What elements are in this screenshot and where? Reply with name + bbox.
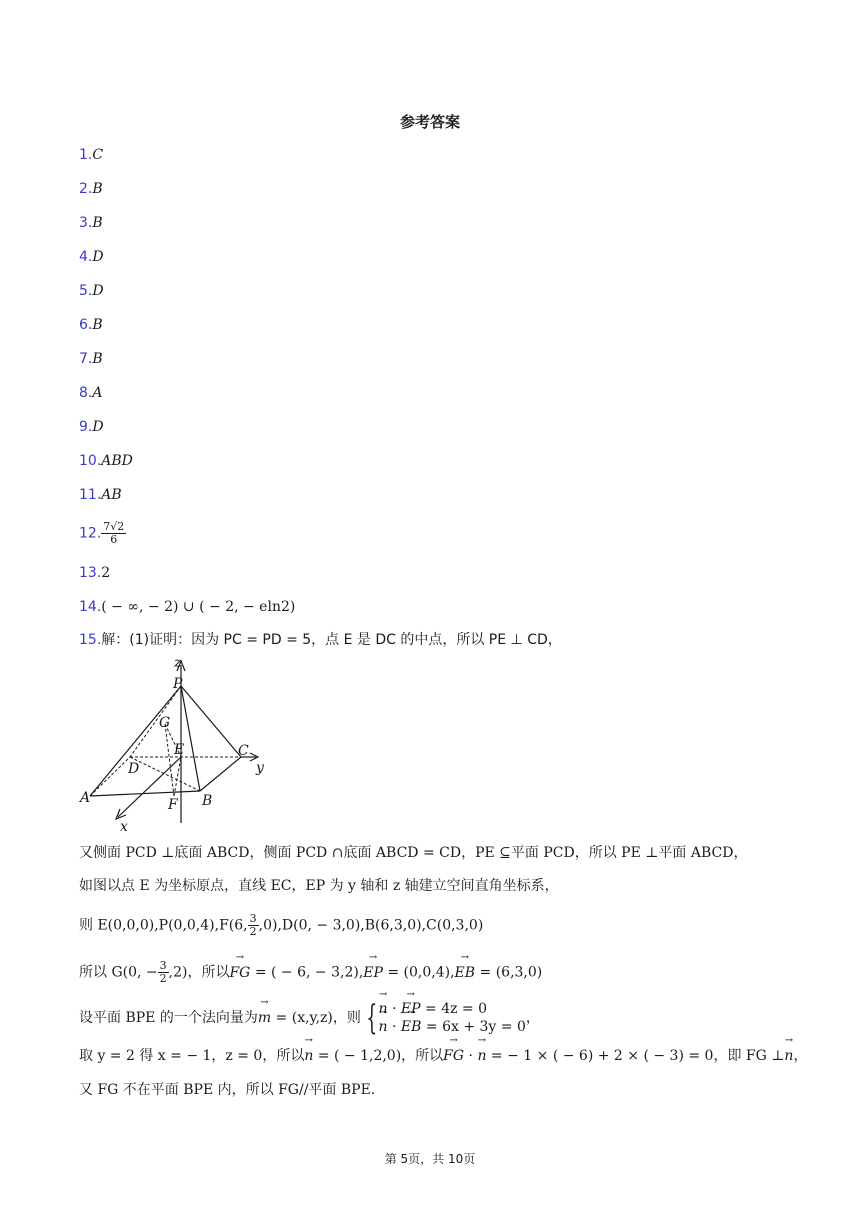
answer-row xyxy=(79,316,103,334)
edge-BC xyxy=(200,757,241,791)
answer-number: 15. xyxy=(79,632,102,648)
segment-GF xyxy=(165,724,174,796)
answer-number: 14. xyxy=(79,599,102,615)
edge-PC xyxy=(181,686,241,757)
fraction-denominator: 2 xyxy=(159,972,167,985)
answer-value: B xyxy=(92,317,103,333)
answer-row xyxy=(79,486,122,504)
label-P: P xyxy=(173,676,183,692)
solution-line-7: 取 y = 2 得 x = − 1，z = 0，所以→ n = ( − 1,2,0)，所以→ FG · → n = − 1 × ( − 6) + 2 × ( − 3) = 0，即 FG ⊥→ n， xyxy=(79,1046,807,1066)
equation-2: → n · → EB = 6x + 3y = 0 xyxy=(379,1018,526,1036)
answer-row xyxy=(79,350,103,368)
vector-m: → m xyxy=(258,1008,271,1028)
answer-number: 6. xyxy=(79,317,93,333)
vector-n: → n xyxy=(477,1046,486,1066)
equation-system xyxy=(379,1000,526,1036)
vector-EB: → EB xyxy=(401,1018,422,1036)
vector-n: → n xyxy=(784,1046,793,1066)
answer-value: D xyxy=(92,419,104,435)
text: = (x,y,z)，则 xyxy=(271,1010,361,1026)
text: = (6,3,0) xyxy=(475,964,543,981)
label-z: z xyxy=(174,655,182,671)
answer-13 xyxy=(79,564,110,582)
answer-value: B xyxy=(92,215,103,231)
vector-n: → n xyxy=(304,1046,313,1066)
answer-value: D xyxy=(92,249,104,265)
page-title: 参考答案 xyxy=(399,113,460,131)
answer-value: D xyxy=(92,283,104,299)
label-F: F xyxy=(168,797,178,813)
label-C: C xyxy=(238,743,249,759)
label-D: D xyxy=(128,761,140,777)
answer-value: B xyxy=(92,351,103,367)
equation-1: → n · → EP = 4z = 0 xyxy=(379,1000,526,1018)
label-E: E xyxy=(174,742,185,758)
answer-number: 12. xyxy=(79,525,102,542)
vector-n: → n xyxy=(379,1000,388,1018)
vector-EP: → EP xyxy=(363,963,383,983)
answer-14 xyxy=(79,598,295,616)
answer-value: ABD xyxy=(101,453,133,469)
fraction-numerator: 3 xyxy=(249,912,257,925)
text: 取 y = 2 得 x = − 1，z = 0，所以 xyxy=(79,1048,305,1064)
answer-row xyxy=(79,384,102,402)
solution-line-2: 又侧面 PCD ⊥底面 ABCD，侧面 PCD ∩底面 ABCD = CD，PE ⊆平面 PCD，所以 PE ⊥平面 ABCD， xyxy=(79,845,748,861)
fraction xyxy=(101,521,126,546)
label-A: A xyxy=(80,790,91,806)
solution-line-6 xyxy=(79,1000,540,1036)
answer-row xyxy=(79,180,103,198)
fraction-numerator: 7√2 xyxy=(103,520,125,533)
answer-number: 8. xyxy=(79,385,93,401)
fraction-numerator: 3 xyxy=(159,959,167,972)
solution-line-8: 又 FG 不在平面 BPE 内，所以 FG//平面 BPE. xyxy=(79,1082,376,1098)
answer-number: 13. xyxy=(79,565,102,581)
answer-12 xyxy=(79,521,126,546)
edge-AD xyxy=(90,757,130,796)
vector-EB: → EB xyxy=(455,963,476,983)
vector-FG: → FG xyxy=(443,1046,464,1066)
answer-number: 11. xyxy=(79,487,102,503)
answer-row xyxy=(79,282,104,300)
answer-number: 3. xyxy=(79,215,93,231)
page-footer: 第 5页，共 10页 xyxy=(384,1152,476,1166)
answer-number: 9. xyxy=(79,419,93,435)
label-y: y xyxy=(256,760,264,776)
answer-number: 4. xyxy=(79,249,93,265)
solution-text: 解：(1)证明：因为 PC = PD = 5，点 E 是 DC 的中点，所以 PE ⊥ CD， xyxy=(101,632,562,648)
text: ， xyxy=(525,1010,540,1026)
vector-n: → n xyxy=(379,1018,388,1036)
text: = 6x + 3y = 0 xyxy=(421,1019,526,1035)
answer-row xyxy=(79,248,104,266)
answer-number: 5. xyxy=(79,283,93,299)
text: = ( − 1,2,0)，所以 xyxy=(313,1048,444,1064)
brace: { xyxy=(366,998,378,1038)
coords-text: 则 E(0,0,0),P(0,0,4),F(6, xyxy=(79,917,248,934)
fraction xyxy=(158,960,169,985)
text: 所以 G(0, − xyxy=(79,964,158,981)
solution-line-5 xyxy=(79,960,542,985)
label-G: G xyxy=(159,715,171,731)
solution-line-1 xyxy=(79,630,562,650)
text: = ( − 6, − 3,2), xyxy=(250,964,364,981)
answer-number: 1. xyxy=(79,147,93,163)
answer-value: ( − ∞, − 2) ∪ ( − 2, − eln2) xyxy=(101,599,296,615)
answer-value: A xyxy=(92,385,103,401)
answer-number: 7. xyxy=(79,351,93,367)
answer-value: B xyxy=(92,181,103,197)
fraction-denominator: 6 xyxy=(110,533,118,546)
pyramid-figure xyxy=(78,655,278,835)
vector-EP: → EP xyxy=(401,1000,421,1018)
fraction xyxy=(248,913,259,938)
answer-row xyxy=(79,214,103,232)
answer-number: 10. xyxy=(79,453,102,469)
solution-line-4 xyxy=(79,913,483,938)
answer-row xyxy=(79,418,104,436)
vector-FG: → FG xyxy=(229,963,250,983)
text: = 4z = 0 xyxy=(420,1001,488,1017)
label-x: x xyxy=(120,819,128,835)
text: ,2)，所以 xyxy=(168,964,230,981)
label-B: B xyxy=(202,793,213,809)
solution-line-3: 如图以点 E 为坐标原点，直线 EC，EP 为 y 轴和 z 轴建立空间直角坐标系， xyxy=(79,878,559,894)
text: 设平面 BPE 的一个法向量为 xyxy=(79,1010,258,1026)
fraction-denominator: 2 xyxy=(249,925,257,938)
diag-DB xyxy=(130,757,200,791)
text: = (0,0,4), xyxy=(382,964,455,981)
answer-row xyxy=(79,146,103,164)
text: = − 1 × ( − 6) + 2 × ( − 3) = 0，即 FG ⊥ xyxy=(486,1048,785,1064)
answer-row xyxy=(79,452,133,470)
answer-value: 2 xyxy=(101,565,111,581)
answer-number: 2. xyxy=(79,181,93,197)
edge-PB xyxy=(181,686,200,791)
answer-value: AB xyxy=(101,487,122,503)
answer-value: C xyxy=(92,147,104,163)
text: ， xyxy=(793,1048,808,1064)
coords-text: ,0),D(0, − 3,0),B(6,3,0),C(0,3,0) xyxy=(258,917,484,934)
